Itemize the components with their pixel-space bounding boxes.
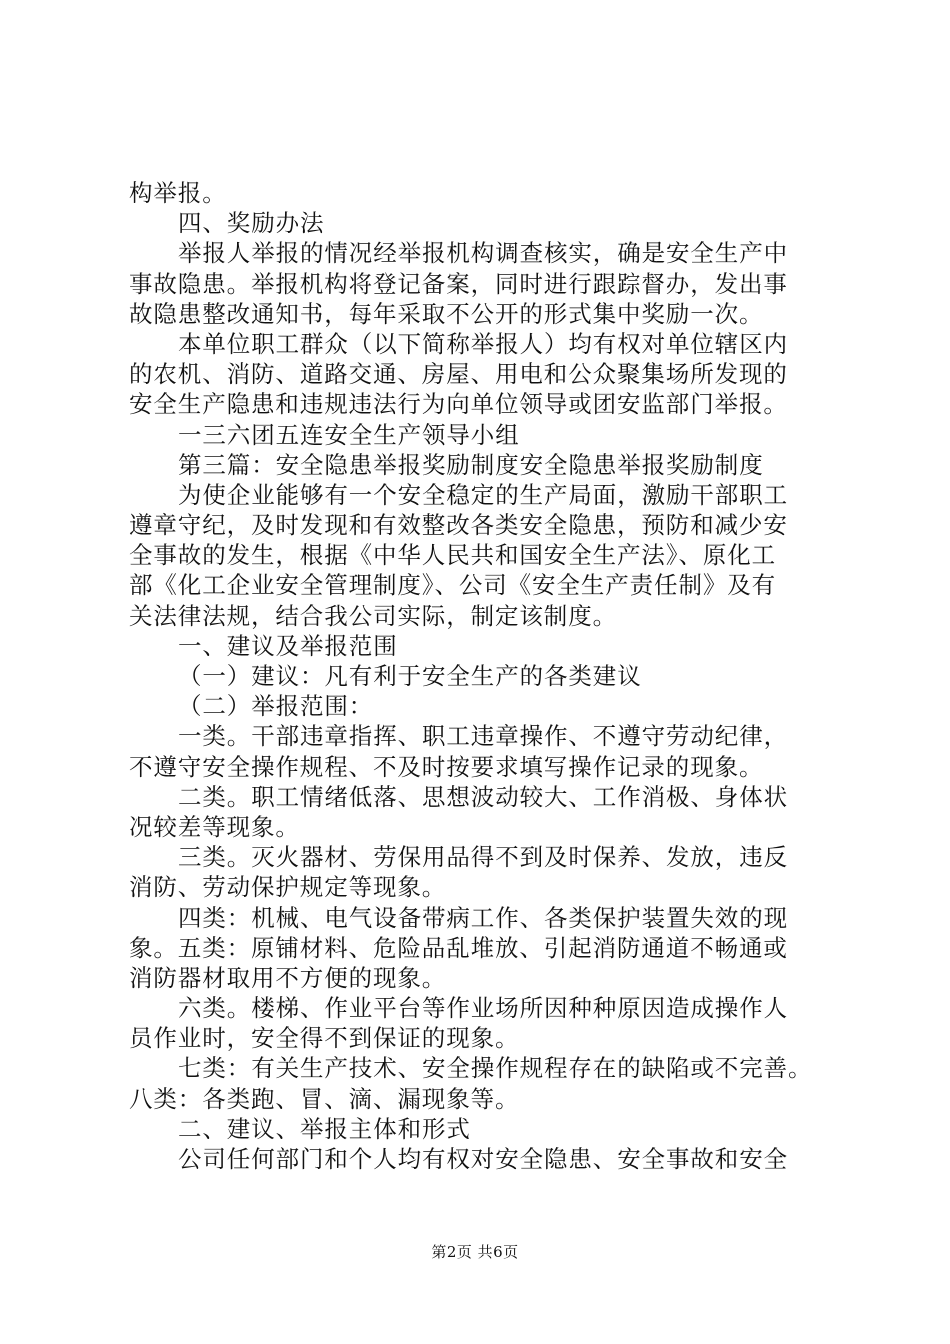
text-line: 举报人举报的情况经举报机构调查核实，确是安全生产中: [178, 239, 788, 268]
text-line: 本单位职工群众（以下简称举报人）均有权对单位辖区内: [178, 329, 788, 358]
text-line: 一类。干部违章指挥、职工违章操作、不遵守劳动纪律，: [178, 722, 788, 751]
text-line: 四类：机械、电气设备带病工作、各类保护装置失效的现: [178, 903, 788, 932]
text-line: 四、奖励办法: [178, 209, 325, 238]
text-line: 七类：有关生产技术、安全操作规程存在的缺陷或不完善。: [178, 1054, 813, 1083]
page-footer: [0, 1242, 950, 1262]
text-line: 六类。楼梯、作业平台等作业场所因种种原因造成操作人: [178, 994, 788, 1023]
text-line: 二类。职工情绪低落、思想波动较大、工作消极、身体状: [178, 782, 788, 811]
text-line: 部《化工企业安全管理制度》、公司《安全生产责任制》及有: [129, 571, 777, 600]
text-line: 全事故的发生，根据《中华人民共和国安全生产法》、原化工: [129, 541, 777, 570]
text-line: 不遵守安全操作规程、不及时按要求填写操作记录的现象。: [129, 752, 764, 781]
text-line: （一）建议：凡有利于安全生产的各类建议: [178, 662, 642, 690]
text-line: 消防器材取用不方便的现象。: [129, 963, 447, 992]
text-line: 遵章守纪，及时发现和有效整改各类安全隐患，预防和减少安: [129, 511, 788, 540]
text-line: 第三篇：安全隐患举报奖励制度安全隐患举报奖励制度: [178, 450, 764, 479]
text-line: 事故隐患。举报机构将登记备案，同时进行跟踪督办，发出事: [129, 269, 788, 298]
text-line: 为使企业能够有一个安全稳定的生产局面，激励干部职工: [178, 480, 788, 509]
text-line: 况较差等现象。: [129, 812, 300, 841]
text-line: 消防、劳动保护规定等现象。: [129, 873, 447, 902]
body-text: [129, 178, 841, 1174]
text-line: 象。五类：原铺材料、危险品乱堆放、引起消防通道不畅通或: [129, 933, 788, 962]
text-line: 关法律法规，结合我公司实际，制定该制度。: [129, 601, 617, 630]
text-line: 公司任何部门和个人均有权对安全隐患、安全事故和安全: [178, 1145, 788, 1173]
text-line: （二）举报范围：: [178, 692, 374, 721]
text-line: 构举报。: [129, 179, 227, 207]
text-line: 的农机、消防、道路交通、房屋、用电和公众聚集场所发现的: [129, 360, 788, 389]
page-indicator: 第2页 共6页: [431, 1243, 519, 1261]
text-line: 八类：各类跑、冒、滴、漏现象等。: [129, 1084, 520, 1113]
text-line: 一三六团五连安全生产领导小组: [178, 420, 520, 449]
text-line: 三类。灭火器材、劳保用品得不到及时保养、发放，违反: [178, 843, 788, 872]
text-line: 故隐患整改通知书，每年采取不公开的形式集中奖励一次。: [129, 299, 764, 328]
text-line: 一、建议及举报范围: [178, 631, 398, 660]
text-line: 安全生产隐患和违规违法行为向单位领导或团安监部门举报。: [129, 390, 788, 419]
text-line: 员作业时，安全得不到保证的现象。: [129, 1024, 520, 1053]
text-line: 二、建议、举报主体和形式: [178, 1114, 471, 1143]
